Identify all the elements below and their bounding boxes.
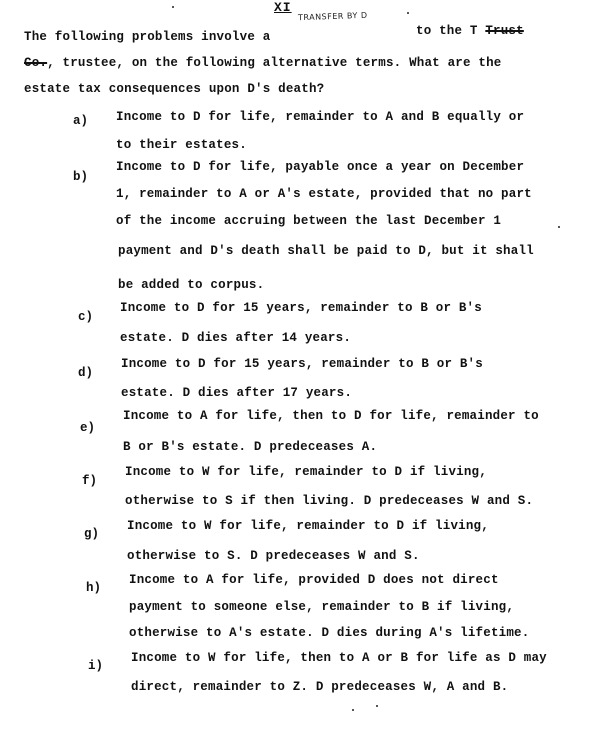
item-i-line-1: Income to W for life, then to A or B for life as D may <box>131 651 547 665</box>
item-f-line-2: otherwise to S if then living. D predeceases W and S. <box>125 494 534 508</box>
item-e-label: e) <box>80 421 96 435</box>
intro-struck-word: Trust <box>485 24 524 38</box>
item-d-label: d) <box>78 366 94 380</box>
page-heading: XI <box>274 0 292 15</box>
item-e-line-2: B or B's estate. D predeceases A. <box>123 440 378 454</box>
item-b-line-4: payment and D's death shall be paid to D, but it shall <box>118 244 534 258</box>
item-c-label: c) <box>78 310 94 324</box>
item-h-line-1: Income to A for life, provided D does not direct <box>129 573 499 587</box>
item-a-line-2: to their estates. <box>116 138 247 152</box>
item-f-label: f) <box>82 474 98 488</box>
intro-struck-abbrev: Co. <box>24 56 48 70</box>
item-d-line-2: estate. D dies after 17 years. <box>121 386 353 400</box>
scan-speck <box>172 6 174 8</box>
item-i-label: i) <box>88 659 104 673</box>
scan-speck <box>558 226 560 228</box>
intro-line-2-text: , trustee, on the following alternative terms. What are the <box>47 56 502 70</box>
item-f-line-1: Income to W for life, remainder to D if living, <box>125 465 487 479</box>
item-a-line-1: Income to D for life, remainder to A and B equally or <box>116 110 525 124</box>
item-c-line-2: estate. D dies after 14 years. <box>120 331 352 345</box>
item-g-line-2: otherwise to S. D predeceases W and S. <box>127 549 420 563</box>
scan-speck <box>407 12 409 14</box>
item-g-label: g) <box>84 527 100 541</box>
item-h-line-3: otherwise to A's estate. D dies during A's lifetime. <box>129 626 530 640</box>
intro-line-3: estate tax consequences upon D's death? <box>24 82 325 96</box>
item-h-label: h) <box>86 581 102 595</box>
item-d-line-1: Income to D for 15 years, remainder to B or B's <box>121 357 483 371</box>
item-c-line-1: Income to D for 15 years, remainder to B or B's <box>120 301 482 315</box>
item-b-line-1: Income to D for life, payable once a year on December <box>116 160 525 174</box>
item-i-line-2: direct, remainder to Z. D predeceases W, A and B. <box>131 680 509 694</box>
intro-line-1-end-text: to the T <box>416 24 478 38</box>
item-b-label: b) <box>73 170 89 184</box>
scan-speck <box>352 709 354 711</box>
item-h-line-2: payment to someone else, remainder to B if living, <box>129 600 515 614</box>
item-g-line-1: Income to W for life, remainder to D if living, <box>127 519 489 533</box>
item-b-line-5: be added to corpus. <box>118 278 265 292</box>
item-e-line-1: Income to A for life, then to D for life, remainder to <box>123 409 539 423</box>
item-a-label: a) <box>73 114 89 128</box>
intro-line-1-end <box>416 24 524 38</box>
item-b-line-3: of the income accruing between the last December 1 <box>116 214 502 228</box>
intro-line-2 <box>24 56 501 70</box>
handwritten-note: TRANSFER BY D <box>297 10 368 23</box>
scan-speck <box>376 705 378 707</box>
intro-line-1-start: The following problems involve a <box>24 30 271 44</box>
item-b-line-2: 1, remainder to A or A's estate, provided that no part <box>116 187 532 201</box>
